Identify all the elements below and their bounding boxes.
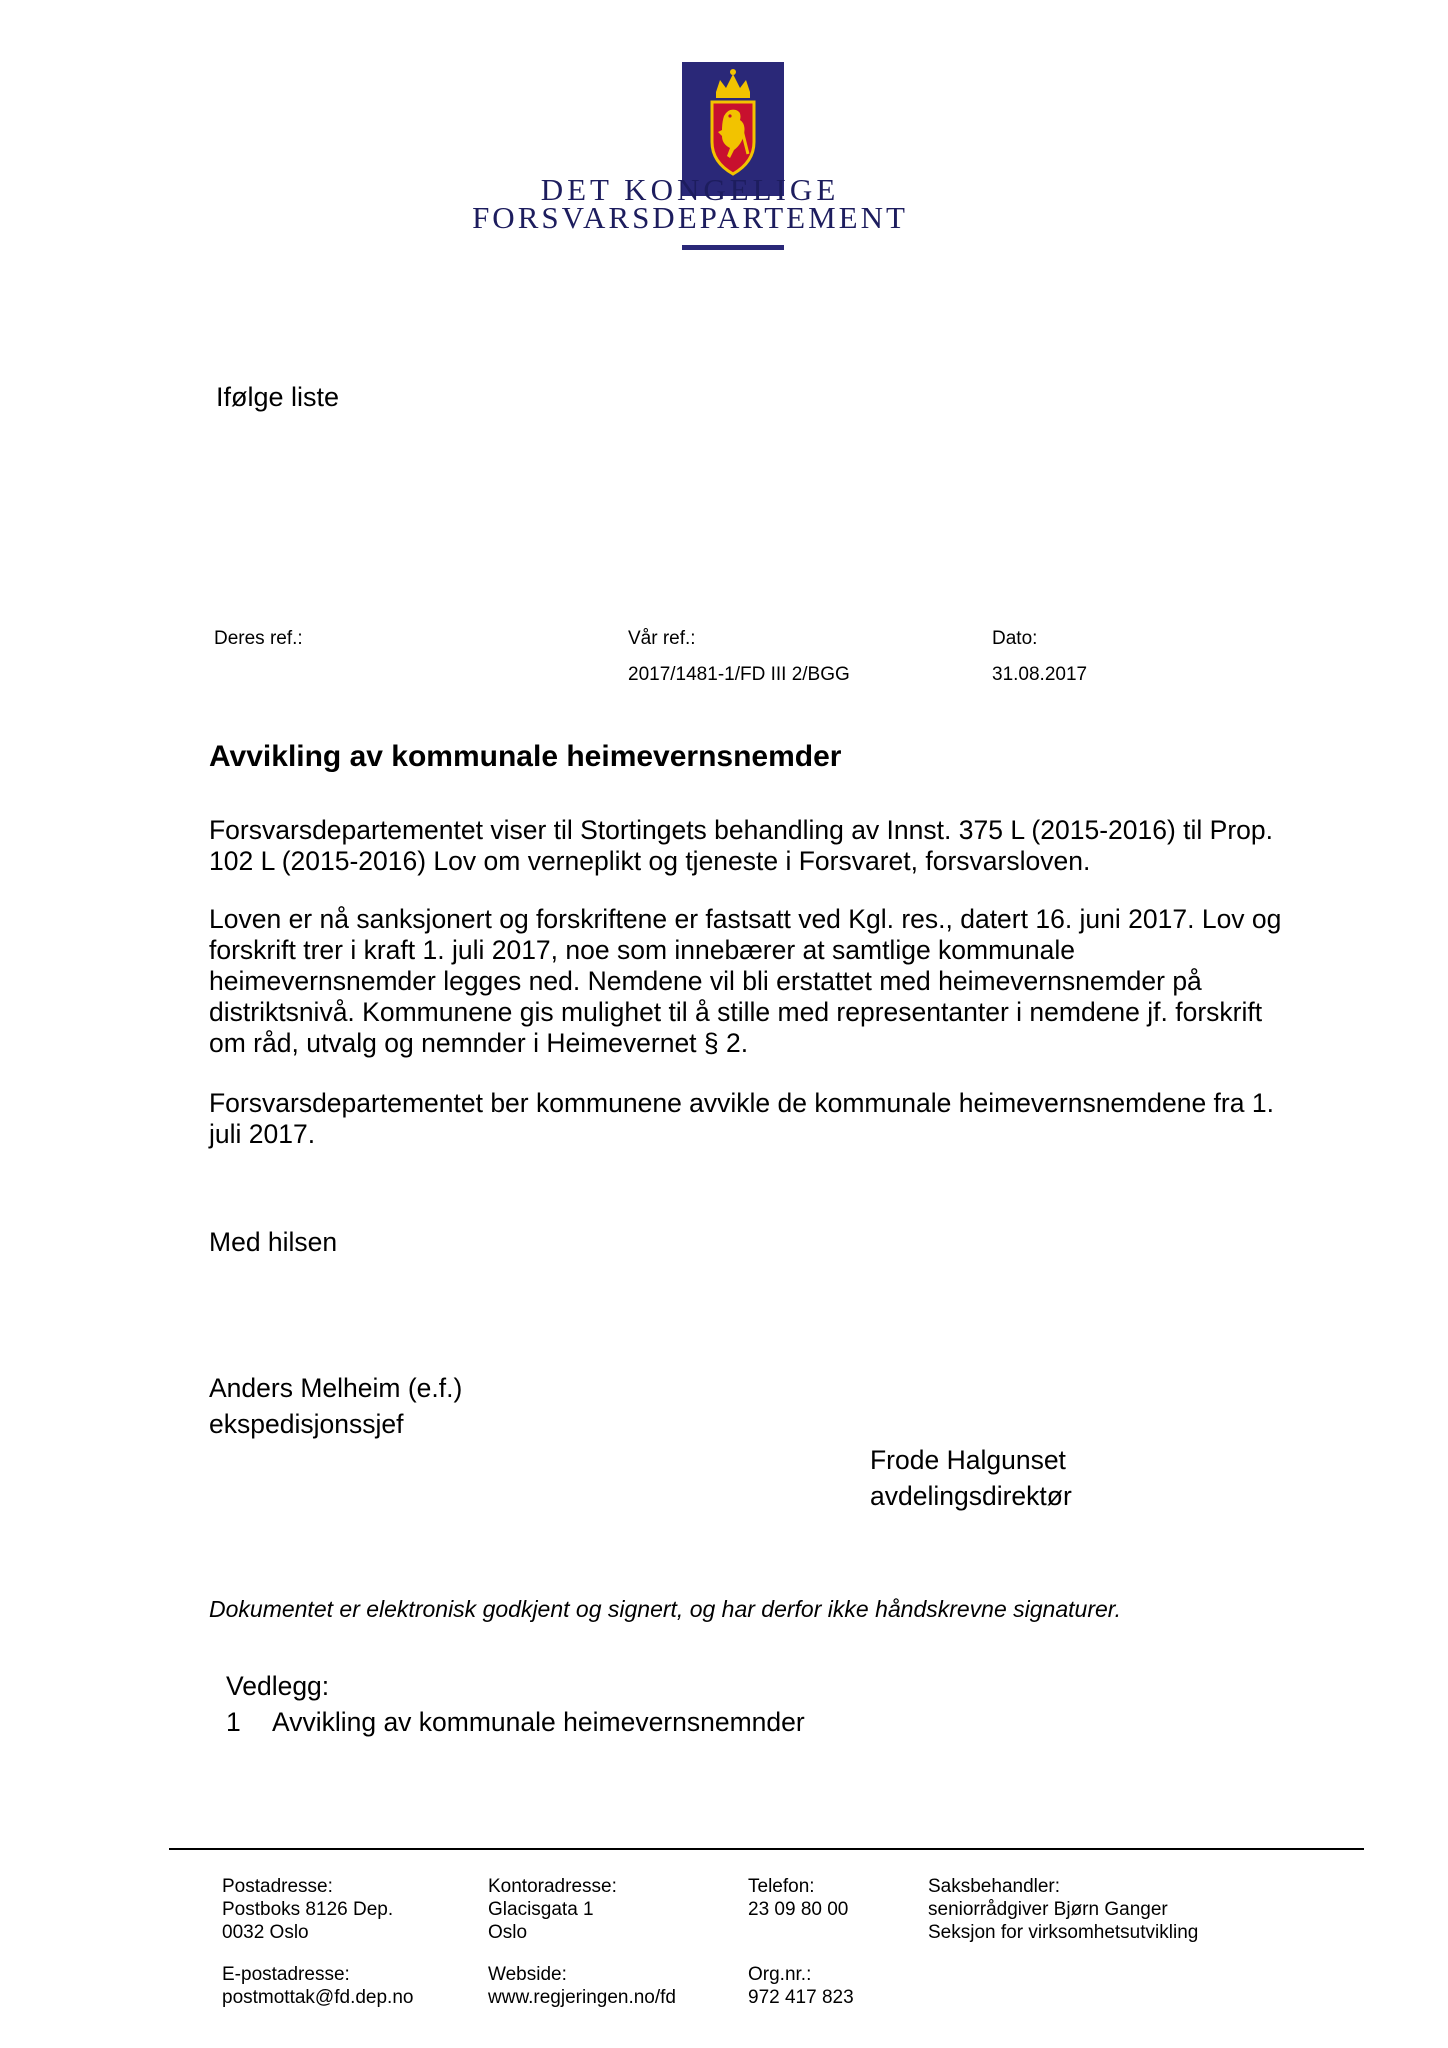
footer-website-link[interactable]: www.regjeringen.no/fd [488, 1987, 676, 2008]
deres-ref-label: Deres ref.: [214, 628, 303, 649]
footer-kontoradresse [488, 1875, 617, 1944]
paragraph-3 [209, 1088, 1339, 1150]
footer-telefon [748, 1875, 848, 1921]
paragraph-line: heimevernsnemder legges ned. Nemdene vil bli erstattet med heimevernsnemder på [209, 966, 1202, 996]
paragraph-1 [209, 815, 1339, 877]
footer-email-link[interactable]: postmottak@fd.dep.no [222, 1987, 414, 2008]
document-title: Avvikling av kommunale heimevernsnemder [209, 740, 842, 773]
footer-label: Telefon: [748, 1876, 815, 1897]
signatory-name: Frode Halgunset [870, 1445, 1066, 1475]
logo-line2: FORSVARSDEPARTEMENT [472, 200, 908, 235]
paragraph-line: juli 2017. [209, 1119, 316, 1149]
footer-value: Oslo [488, 1922, 528, 1943]
footer-value: 0032 Oslo [222, 1922, 309, 1943]
footer-value: Glacisgata 1 [488, 1899, 594, 1920]
paragraph-line: 102 L (2015-2016) Lov om verneplikt og tjeneste i Forsvaret, forsvarsloven. [209, 846, 1091, 876]
signatory-name: Anders Melheim (e.f.) [209, 1373, 463, 1403]
footer-value: Postboks 8126 Dep. [222, 1899, 394, 1920]
paragraph-line: om råd, utvalg og nemnder i Heimevernet § 2. [209, 1028, 749, 1058]
paragraph-line: forskrift trer i kraft 1. juli 2017, noe som innebærer at samtlige kommunale [209, 935, 1076, 965]
footer-epost [222, 1963, 413, 2009]
footer-webside [488, 1963, 676, 2009]
paragraph-line: Forsvarsdepartementet ber kommunene avvikle de kommunale heimevernsnemdene fra 1. [209, 1088, 1274, 1118]
attachment-item [226, 1704, 805, 1740]
footer-saksbehandler [928, 1875, 1198, 1944]
signatory-title: avdelingsdirektør [870, 1481, 1072, 1511]
footer-value: Seksjon for virksomhetsutvikling [928, 1922, 1199, 1943]
logo-line1: DET KONGELIGE [540, 172, 840, 207]
footer-label: Webside: [488, 1964, 567, 1985]
footer-label: Saksbehandler: [928, 1876, 1061, 1897]
footer-label: Org.nr.: [748, 1964, 812, 1985]
var-ref-value: 2017/1481-1/FD III 2/BGG [628, 664, 850, 685]
electronic-signature-note: Dokumentet er elektronisk godkjent og signert, og har derfor ikke håndskrevne signaturer. [209, 1596, 1121, 1622]
signatory-title: ekspedisjonssjef [209, 1409, 404, 1439]
footer-orgnr [748, 1963, 854, 2009]
date-label: Dato: [992, 628, 1038, 649]
attachments [226, 1668, 805, 1740]
footer-label: Kontoradresse: [488, 1876, 617, 1897]
footer-label: Postadresse: [222, 1876, 333, 1897]
footer-label: E-postadresse: [222, 1964, 350, 1985]
addressee: Ifølge liste [216, 382, 340, 412]
attachment-number: 1 [226, 1707, 241, 1737]
paragraph-line: distriktsnivå. Kommunene gis mulighet til å stille med representanter i nemdene jf. forskrift [209, 997, 1263, 1027]
footer-divider [169, 1848, 1364, 1850]
paragraph-line: Forsvarsdepartementet viser til Stortingets behandling av Innst. 375 L (2015-2016) til Prop. [209, 815, 1274, 845]
attachment-text: Avvikling av kommunale heimevernsnemnder [272, 1707, 805, 1737]
footer-value: 972 417 823 [748, 1987, 854, 2008]
date-value: 31.08.2017 [992, 664, 1088, 685]
paragraph-2 [209, 904, 1339, 1059]
footer-value: 23 09 80 00 [748, 1899, 849, 1920]
signatory-2 [870, 1442, 1072, 1514]
paragraph-line: Loven er nå sanksjonert og forskriftene er fastsatt ved Kgl. res., datert 16. juni 2017. Lov og [209, 904, 1282, 934]
closing-greeting: Med hilsen [209, 1227, 338, 1257]
attachments-label: Vedlegg: [226, 1671, 330, 1701]
var-ref-label: Vår ref.: [628, 628, 696, 649]
footer-postadresse [222, 1875, 393, 1944]
footer-value: seniorrådgiver Bjørn Ganger [928, 1899, 1168, 1920]
logo-underline [682, 245, 784, 250]
signatory-1 [209, 1370, 462, 1442]
